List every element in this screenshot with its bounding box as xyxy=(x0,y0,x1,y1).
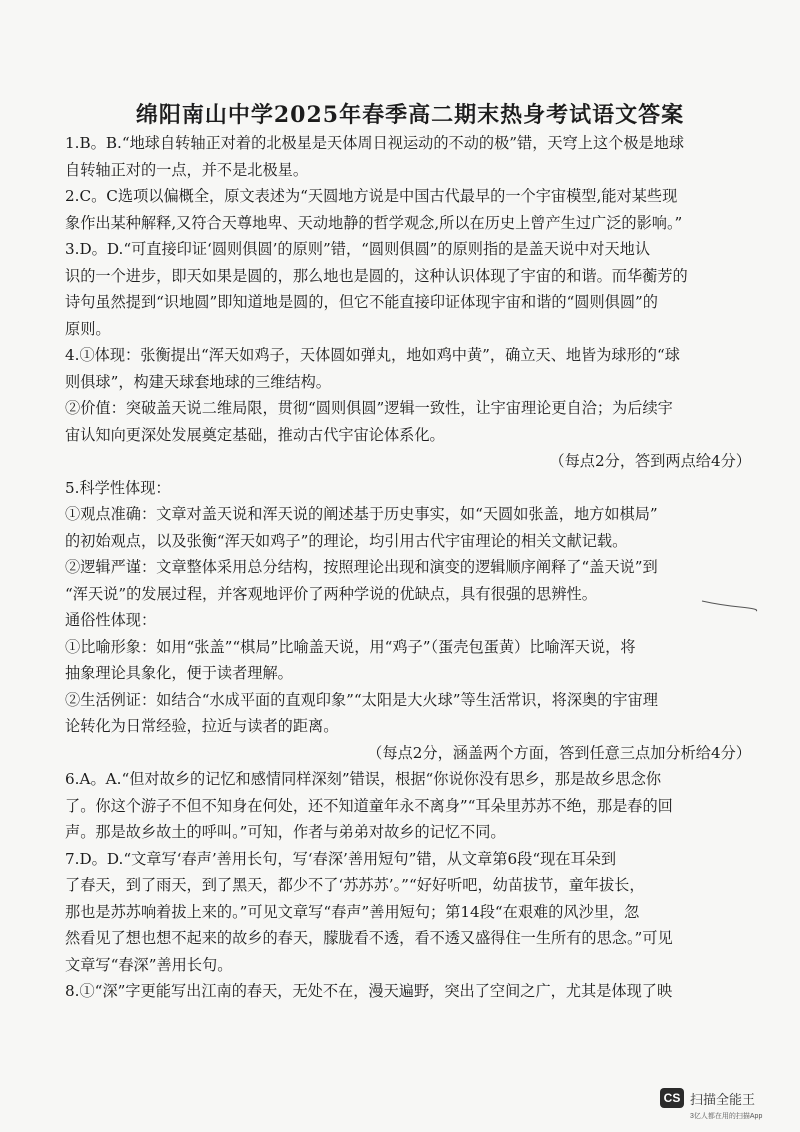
text-line: 原则。 xyxy=(65,319,111,338)
text-line: 然看见了想也想不起来的故乡的春天，朦胧看不透，看不透又盛得住一生所有的思念。”可见 xyxy=(65,929,673,947)
text-line: “浑天说”的发展过程，并客观地评价了两种学说的优缺点，具有很强的思辨性。 xyxy=(65,584,597,603)
text-line: 的初始观点，以及张衡“浑天如鸡子”的理论，均引用古代宇宙理论的相关文献记载。 xyxy=(65,531,628,550)
scoring-note: （每点2分，涵盖两个方面，答到任意三点加分析给4分） xyxy=(367,743,751,762)
text-line: 通俗性体现： xyxy=(65,611,157,629)
text-line: 3.D。D.“可直接印证‘圆则俱圆’的原则”错，“圆则俱圆”的原则指的是盖天说中对天地认 xyxy=(65,240,651,258)
scanner-tagline: 3亿人都在用的扫描App xyxy=(690,1113,763,1120)
text-line: 识的一个进步，即天如果是圆的，那么地也是圆的，这种认识体现了宇宙的和谐。而华蘅芳的 xyxy=(65,266,688,285)
text-line: 了春天，到了雨天，到了黑天，都少不了‘苏苏苏’。”“好好听吧，幼苗拔节，童年拔长， xyxy=(65,876,645,894)
answer-body xyxy=(65,130,755,1005)
text-line: 4.①体现：张衡提出“浑天如鸡子，天体圆如弹丸，地如鸡中黄”，确立天、地皆为球形的“球 xyxy=(65,346,680,364)
pen-mark xyxy=(700,595,760,615)
text-line: ②生活例证：如结合“水成平面的直观印象”“太阳是大火球”等生活常识，将深奥的宇宙理 xyxy=(65,690,658,709)
page-title: 绵阳南山中学2025年春季高二期末热身考试语文答案 xyxy=(135,102,685,128)
text-line: 8.①“深”字更能写出江南的春天，无处不在，漫天遍野，突出了空间之广，尤其是体现了映 xyxy=(65,982,673,1000)
text-line: 自转轴正对的一点，并不是北极星。 xyxy=(65,160,308,179)
text-line: ①观点准确：文章对盖天说和浑天说的阐述基于历史事实，如“天圆如张盖，地方如棋局” xyxy=(65,505,658,523)
text-line: 论转化为日常经验，拉近与读者的距离。 xyxy=(65,717,339,735)
text-line: 声。那是故乡故土的呼叫。”可知，作者与弟弟对故乡的记忆不同。 xyxy=(65,823,506,841)
text-line: 了。你这个游子不但不知身在何处，还不知道童年永不离身”“耳朵里苏苏不绝，那是春的回 xyxy=(65,796,673,815)
text-line: ①比喻形象：如用“张盖”“棋局”比喻盖天说，用“鸡子”（蛋壳包蛋黄）比喻浑天说，将 xyxy=(65,637,636,656)
text-line: 则俱球”，构建天球套地球的三维结构。 xyxy=(65,372,331,391)
text-line: ②逻辑严谨：文章整体采用总分结构，按照理论出现和演变的逻辑顺序阐释了“盖天说”到 xyxy=(65,558,658,576)
text-line: 6.A。A.“但对故乡的记忆和感情同样深刻”错误，根据“你说你没有思乡，那是故乡思念你 xyxy=(65,770,662,788)
scanner-logo-icon: CS xyxy=(660,1088,684,1108)
text-line: 2.C。C选项以偏概全，原文表述为“天圆地方说是中国古代最早的一个宇宙模型,能对某些现 xyxy=(65,187,678,205)
text-line: 诗句虽然提到“识地圆”即知道地是圆的，但它不能直接印证体现宇宙和谐的“圆则俱圆”的 xyxy=(65,293,658,311)
text-line: 宙认知向更深处发展奠定基础，推动古代宇宙论体系化。 xyxy=(65,425,445,444)
text-line: 文章写“春深”善用长句。 xyxy=(65,955,233,974)
scanner-watermark xyxy=(660,1088,795,1128)
text-line: 象作出某种解释,又符合天尊地卑、天动地静的哲学观念,所以在历史上曾产生过广泛的影响。” xyxy=(65,213,683,232)
scanner-app-name: 扫描全能王 xyxy=(690,1092,756,1107)
text-line: 7.D。D.“文章写‘春声’善用长句，写‘春深’善用短句”错，从文章第6段“现在耳朵到 xyxy=(65,849,617,868)
text-line: ②价值：突破盖天说二维局限，贯彻“圆则俱圆”逻辑一致性，让宇宙理论更自洽；为后续宇 xyxy=(65,399,673,417)
text-line: 那也是苏苏响着拔上来的。”可见文章写“春声”善用短句；第14段“在艰难的风沙里，忽 xyxy=(65,902,640,921)
text-line: 5.科学性体现： xyxy=(65,478,171,497)
text-line: 抽象理论具象化，便于读者理解。 xyxy=(65,664,293,682)
scoring-note: （每点2分，答到两点给4分） xyxy=(549,452,751,470)
text-line: 1.B。B.“地球自转轴正对着的北极星是天体周日视运动的不动的极”错，天穹上这个极是地球 xyxy=(65,134,685,152)
